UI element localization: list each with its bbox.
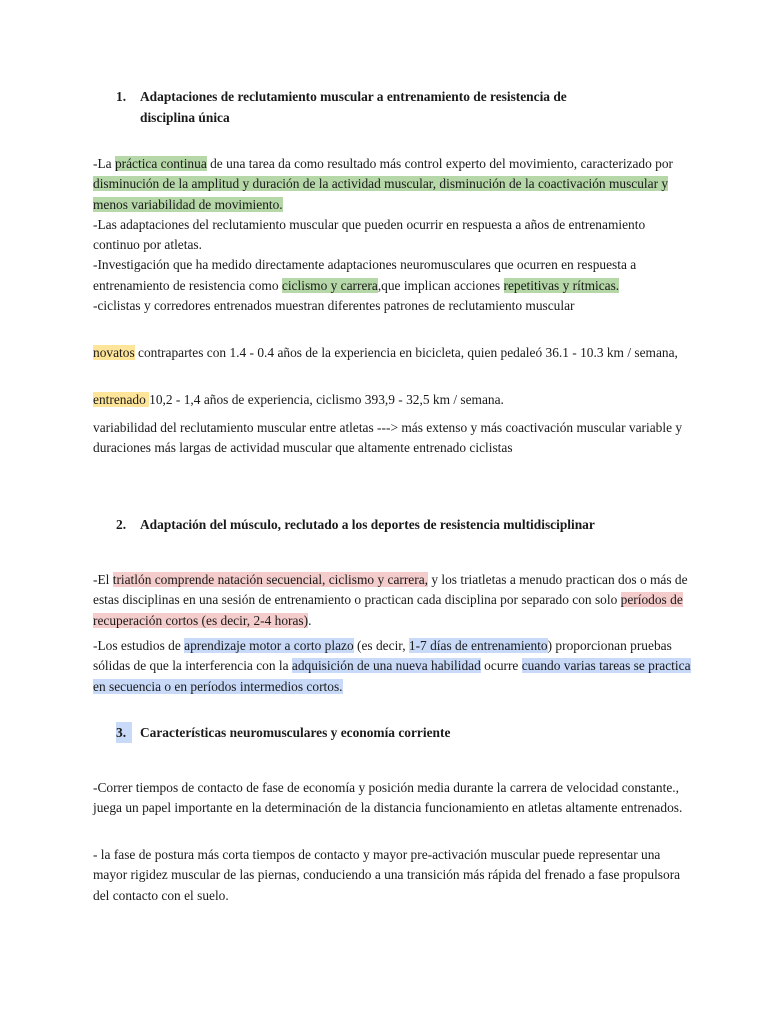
highlight-green: práctica continua [114, 156, 207, 171]
section-1-title [140, 86, 660, 128]
highlight-yellow: entrenado [93, 392, 150, 407]
text-run: (es decir, [353, 638, 409, 653]
text-run: ) proporcionan pruebas sólidas de que la interferencia con la [93, 638, 672, 674]
section-3-heading [116, 722, 676, 744]
section-1-paragraph-1 [93, 154, 693, 316]
section-2-title: Adaptación del músculo, reclutado a los deportes de resistencia multidisciplinar [140, 517, 595, 532]
highlight-green: ciclismo y carrera [281, 277, 378, 293]
section-1-heading [116, 86, 676, 130]
text-run: de una tarea da como resultado más control experto del movimiento, caracterizado por [206, 156, 674, 171]
text-run: -Investigación que ha medido directamente adaptaciones neuromusculares que ocurren en respuesta a entrenamiento de resistencia como [93, 257, 637, 293]
text-run: -Los estudios de [93, 638, 185, 653]
text-run: -Las adaptaciones del reclutamiento muscular que pueden ocurrir en respuesta a años de entrenamiento continuo por atletas. [93, 216, 646, 253]
text-run: ,que implican acciones [377, 277, 504, 293]
highlight-blue: 1-7 días de entrenamiento [408, 638, 548, 653]
text-run: 10,2 - 1,4 años de experiencia, ciclismo 393,9 - 32,5 km / semana. [149, 392, 504, 407]
section-1-title-line1: Adaptaciones de reclutamiento muscular a entrenamiento de resistencia de [140, 89, 567, 104]
section-3-title: Características neuromusculares y economía corriente [140, 725, 451, 740]
highlight-yellow: novatos [93, 345, 135, 360]
text-run: y los triatletas a menudo practican dos o más de estas disciplinas en una sesión de entrenamiento o practican cada disciplina por separado con solo [93, 572, 688, 608]
highlight-blue: adquisición de una nueva habilidad [291, 658, 481, 674]
section-2-heading [116, 514, 696, 536]
section-1-paragraph-4: variabilidad del reclutamiento muscular entre atletas ---> más extenso y más coactivación muscular variable y duraciones más largas de actividad muscular que altamente entrenado ciclistas [93, 420, 683, 456]
section-2-paragraph-2 [93, 636, 693, 697]
section-3-number: 3. [116, 722, 132, 743]
section-1-paragraph-2 [93, 343, 693, 363]
text-run: . [308, 612, 312, 628]
section-2-paragraph-1 [93, 570, 693, 631]
highlight-blue: cuando varias tareas se practica en secuencia o en períodos intermedios cortos. [93, 658, 691, 694]
section-2-number: 2. [116, 517, 127, 532]
highlight-green: repetitivas y rítmicas. [503, 277, 620, 293]
text-run: -La [93, 156, 115, 171]
text-run: contrapartes con 1.4 - 0.4 años de la experiencia en bicicleta, quien pedaleó 36.1 - 10.3 km / semana, [134, 345, 678, 360]
section-3-paragraph-2: - la fase de postura más corta tiempos de contacto y mayor pre-activación muscular puede representar una mayor rigidez muscular de las piernas, conduciendo a una transición más rápida del frenado a fase propulsora del contacto con el suelo. [93, 847, 681, 903]
text-run: -ciclistas y corredores entrenados muestran diferentes patrones de reclutamiento muscular [93, 298, 575, 314]
text-run: ocurre [480, 658, 522, 674]
section-1-number: 1. [116, 89, 127, 104]
section-3-paragraph-1: -Correr tiempos de contacto de fase de economía y posición media durante la carrera de velocidad constante., juega un papel importante en la determinación de la distancia funcionamiento en atletas altamente entrenados. [93, 780, 683, 816]
text-run: -El [93, 572, 113, 587]
section-1-title-line2: disciplina única [140, 110, 230, 125]
highlight-red: períodos de recuperación cortos (es decir, 2-4 horas) [93, 592, 683, 628]
highlight-green: disminución de la amplitud y duración de la actividad muscular, disminución de la coactivación muscular y menos variabilidad de movimiento. [93, 176, 669, 212]
highlight-blue: aprendizaje motor a corto plazo [184, 638, 354, 653]
section-1-paragraph-3 [93, 390, 693, 410]
highlight-red: triatlón comprende natación secuencial, ciclismo y carrera, [112, 572, 428, 587]
